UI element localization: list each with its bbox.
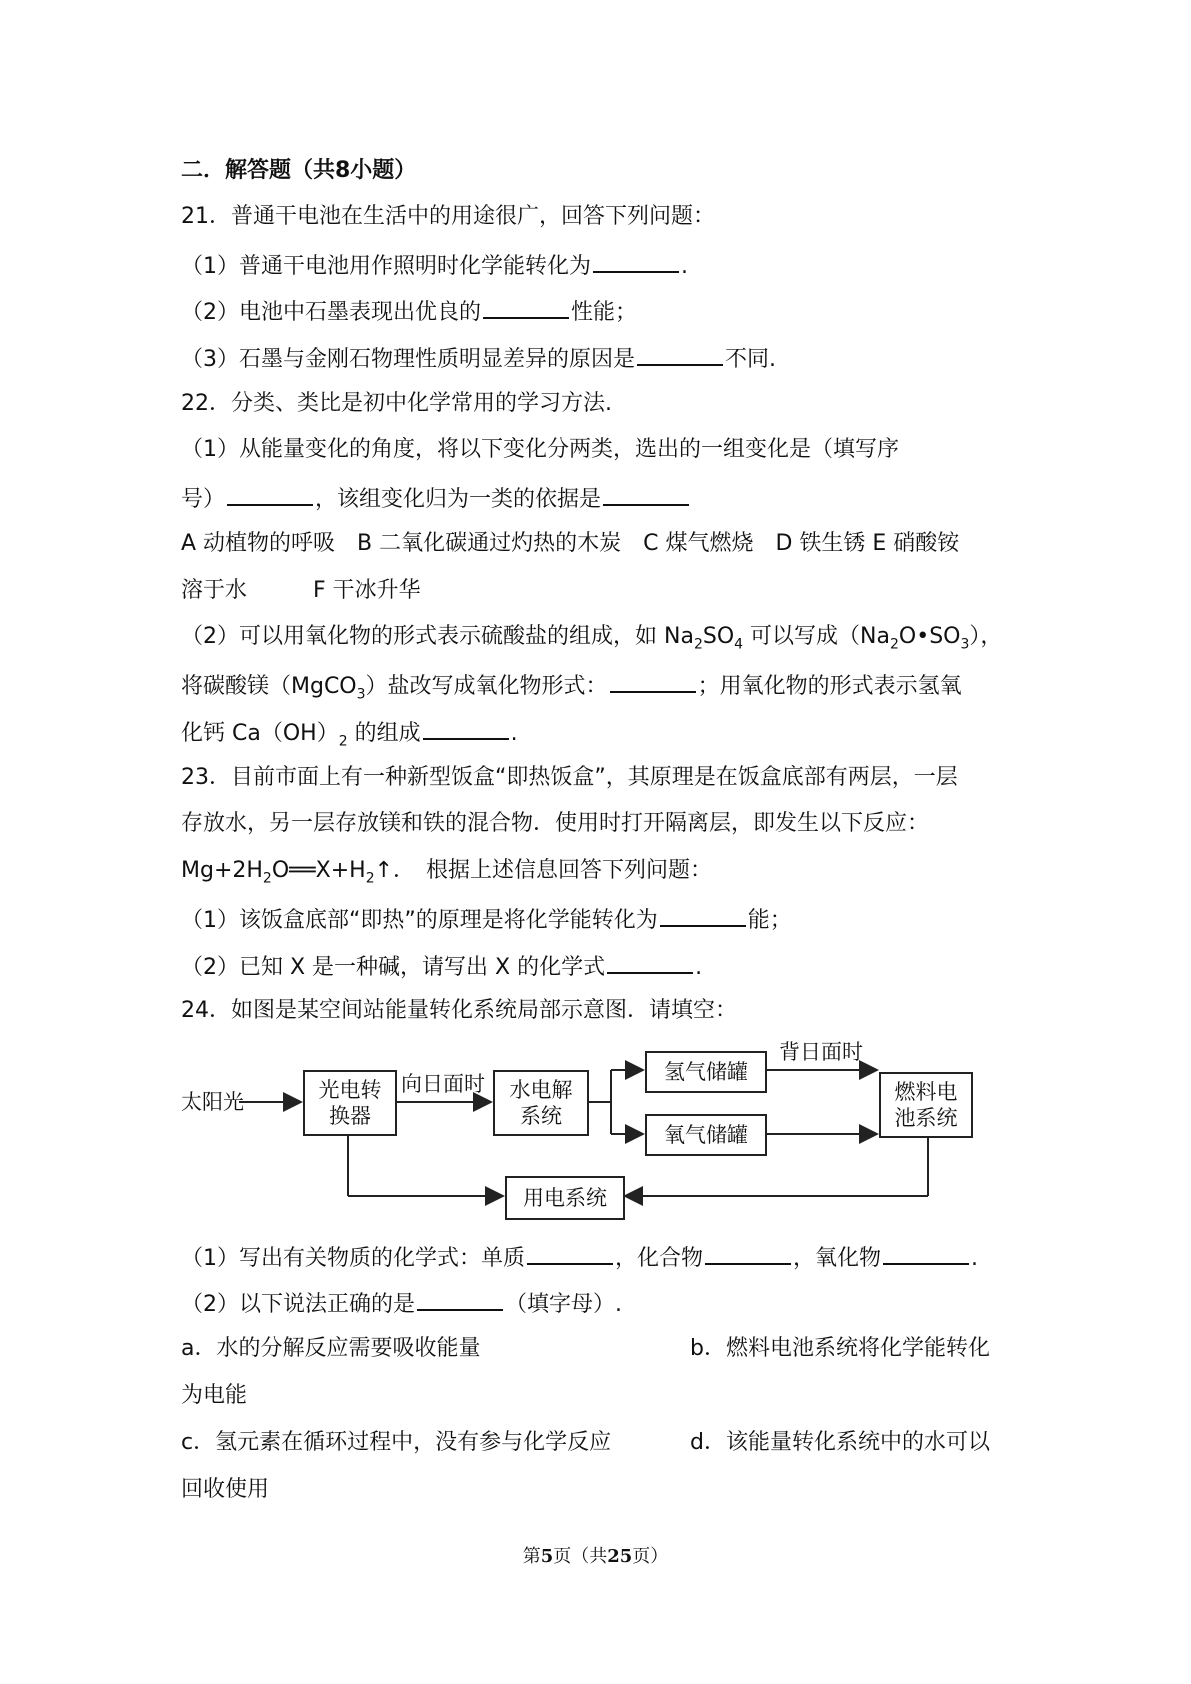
answer-blank[interactable]: [483, 297, 569, 319]
q23-line1: 23．目前市面上有一种新型饭盒“即热饭盒”，其原理是在饭盒底部有两层，一层: [181, 765, 958, 790]
sun-side-label: 向日面时: [401, 1072, 485, 1096]
q23-line2: 存放水，另一层存放镁和铁的混合物．使用时打开隔离层，即发生以下反应：: [181, 811, 930, 836]
answer-blank[interactable]: [637, 344, 723, 366]
power-load-box: 用电系统: [505, 1176, 625, 1220]
electrolysis-box: 水电解系统: [493, 1070, 589, 1136]
q21-part2: （2）电池中石墨表现出优良的 性能；: [181, 297, 637, 326]
answer-blank[interactable]: [227, 484, 313, 506]
q24-stem: 24．如图是某空间站能量转化系统局部示意图．请填空：: [181, 998, 737, 1023]
answer-blank[interactable]: [660, 905, 746, 927]
sunlight-label: 太阳光: [181, 1090, 244, 1114]
answer-blank[interactable]: [593, 251, 679, 273]
q22-options-line2: 溶于水 F 干冰升华: [181, 578, 421, 603]
answer-blank[interactable]: [527, 1243, 613, 1265]
q22-part2-line3: 化钙 $Ca(OH)_2$ 的组成 .: [181, 718, 518, 747]
oxygen-tank-box: 氧气储罐: [645, 1114, 767, 1156]
answer-blank[interactable]: [417, 1289, 503, 1311]
pv-converter-box: 光电转换器: [303, 1070, 397, 1136]
q24-option-d: d．该能量转化系统中的水可以: [690, 1430, 990, 1455]
page-footer: 第5页（共25页）: [522, 1546, 669, 1567]
q24-option-d-cont: 回收使用: [181, 1477, 270, 1502]
q24-option-b-cont: 为电能: [181, 1383, 248, 1408]
answer-blank[interactable]: [610, 671, 696, 693]
q24-option-c: c．氢元素在循环过程中，没有参与化学反应: [181, 1430, 612, 1455]
q24-option-a: a．水的分解反应需要吸收能量: [181, 1336, 481, 1361]
fuel-cell-box: 燃料电池系统: [879, 1072, 973, 1138]
section-title: 二．解答题（共8小题）: [181, 158, 417, 183]
energy-conversion-diagram: [181, 1040, 981, 1220]
q22-options-line1: A 动植物的呼吸 B 二氧化碳通过灼热的木炭 C 煤气燃烧 D 铁生锈 E 硝酸铵: [181, 531, 960, 556]
q23-part2: （2）已知 X 是一种碱，请写出 X 的化学式 .: [181, 952, 702, 981]
q23-equation: $Mg+2H_2O══X+H_2↑$． 根据上述信息回答下列问题：: [181, 858, 713, 887]
answer-blank[interactable]: [883, 1243, 969, 1265]
q22-part2-line2: 将碳酸镁（MgCO$_3$）盐改写成氧化物形式： ；用氧化物的形式表示氢氧: [181, 671, 962, 700]
q22-part2-line1: （2）可以用氧化物的形式表示硫酸盐的组成，如 $Na_2SO_4$ 可以写成$(Na_2O•SO_3)$，: [181, 624, 1003, 653]
hydrogen-tank-box: 氢气储罐: [645, 1051, 767, 1093]
q24-option-b: b．燃料电池系统将化学能转化: [690, 1336, 990, 1361]
answer-blank[interactable]: [423, 718, 509, 740]
q21-part3: （3）石墨与金刚石物理性质明显差异的原因是 不同.: [181, 344, 776, 373]
q23-part1: （1）该饭盒底部“即热”的原理是将化学能转化为 能；: [181, 905, 792, 934]
q22-stem: 22．分类、类比是初中化学常用的学习方法.: [181, 391, 612, 416]
answer-blank[interactable]: [603, 484, 689, 506]
answer-blank[interactable]: [607, 952, 693, 974]
dark-side-label: 背日面时: [779, 1040, 863, 1064]
q24-part1: （1）写出有关物质的化学式：单质 ，化合物 ，氧化物 .: [181, 1243, 978, 1272]
q22-part1-line1: （1）从能量变化的角度，将以下变化分两类，选出的一组变化是（填写序: [181, 437, 899, 462]
answer-blank[interactable]: [705, 1243, 791, 1265]
q22-part1-line2: 号） ，该组变化归为一类的依据是: [181, 484, 691, 513]
q24-part2: （2）以下说法正确的是 （填字母）.: [181, 1289, 622, 1318]
q21-part1: （1）普通干电池用作照明时化学能转化为 .: [181, 251, 688, 280]
q21-stem: 21．普通干电池在生活中的用途很广，回答下列问题：: [181, 204, 715, 229]
